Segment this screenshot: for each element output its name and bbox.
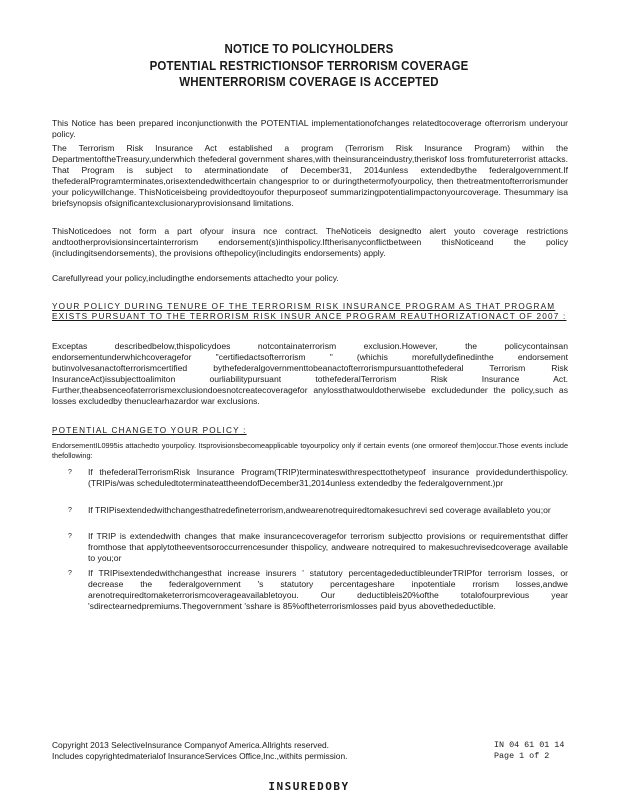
notice-subtitle-line-1: POTENTIAL RESTRICTIONSOF TERRORISM COVERAGE [149, 59, 469, 73]
bullet-marker: ? [68, 570, 72, 577]
intro-paragraph: This Notice has been prepared inconjunctionwith the POTENTIAL implementationofchanges relatedtocoverage ofterrorism underyour policy. [52, 118, 568, 139]
footer-copyright [52, 740, 347, 762]
list-item-text: If TRIP is extendedwith changes that make insurancecoveragefor terrorism subjectto provisions or requirementsthat differ fromthose that applytotheeventsoroccurrencesunder thispolicy, andweare notrequired to makesuchrevisedcoverage available to you;or [88, 531, 568, 563]
list-item [68, 531, 568, 564]
endorsement-paragraph: EndorsementIL0995is attachedto yourpolicy. Itsprovisionsbecomeapplicable toyourpolicy only if certain events (one ormoreof them)occur.Those events include thefollowing: [52, 441, 568, 460]
section-heading-potential-change-text: POTENTIAL CHANGETO YOUR POLICY : [52, 426, 247, 435]
tria-paragraph: The Terrorism Risk Insurance Act established a program (Terrorism Risk Insurance Program) within the DepartmentoftheTreasury,underwhich thefederal government shares,with theinsuranceindustry,theriskof loss fromfutureterrorist attacks. That Program is subject to aterminationdate of December31, 2014unless extendedbythe federalgovernment.If thefederalProgramterminates,orisextendedwithcertain changesprior to or duringthetermofyourpolicy, then thetreatmentofterrorismunder your policywillchange. ThisNoticeisbeing providedtoyoufor thepurposeof summarizingpotentialimpactonyourcoverage. Thesummary isa briefsynopsis ofsignificantexclusionaryprovisionsand limitations. [52, 143, 568, 208]
brand-watermark: INSUREDOBY [268, 780, 350, 793]
iso-permission-line: Includes copyrightedmaterialof InsuranceServices Office,Inc.,withits permission. [52, 751, 348, 761]
list-item [68, 568, 568, 612]
section-heading-potential-change [52, 426, 272, 436]
notice-title: NOTICE TO POLICYHOLDERS [224, 42, 394, 56]
section-heading-tenure-text: YOUR POLICY DURING TENURE OF THE TERRORISM RISK INSURANCE PROGRAM AS THAT PROGRAM EXISTS PURSUANT TO THE TERRORISM RISK INSUR ANCE PROGRAM REAUTHORIZATIONACT OF 2007 : [52, 302, 567, 321]
notice-subtitle-line-2: WHENTERRORISM COVERAGE IS ACCEPTED [179, 75, 439, 89]
footer-form-info [494, 740, 564, 762]
list-item-text: If TRIPisextendedwithchangesthatredefineterrorism,andwearenotrequiredtomakesuchrevi sed coverage availableto you;or [88, 505, 551, 515]
copyright-line: Copyright 2013 SelectiveInsurance Companyof America.Allrights reserved. [52, 740, 329, 750]
notice-scope-paragraph: ThisNoticedoes not form a part ofyour insura nce contract. TheNoticeis designedto alert youto coverage restrictions andtootherprovisionsincertainterrorism endorsement(s)inthispolicy.Iftherisanyconflictbetween thisNoticeand the policy (includingitsendorsements), the provisions ofthepolicy(includingits endorsements) apply. [52, 226, 568, 258]
list-item [68, 505, 568, 516]
list-item-text: If TRIPisextendedwithchangesthat increase insurers ' statutory percentagedeductibleunderTRIPfor terrorism losses, or decrease the federalgovernment 's statutory percentageshare inpotentiale rrorism losses,andwe arenotrequiredtomaketerrorismcoverageavailabletoyou. Our deductibleis20%ofthe totalofourprevious year 'sdirectearnedpremiums.Thegovernment 'sshare is 85%oftheterrorismlosses paid byus abovethedeductible. [88, 568, 568, 611]
form-number: IN 04 61 01 14 [494, 740, 565, 750]
bullet-marker: ? [68, 507, 72, 514]
page-number: Page 1 of 2 [494, 751, 550, 761]
exclusion-paragraph: Exceptas describedbelow,thispolicydoes notcontainaterrorism exclusion.However, the policycontainsan endorsementunderwhichcoveragefor "certifiedactsofterrorism " (whichis morefullydefinedinthe endorsement butinvolvesanactofterrorismcertified bythefederalgovernmenttobeanactofterrorismpursuanttothefederal Terrorism Risk InsuranceAct)issubjecttoalimiton ourliabilitypursuant tothefederalTerrorism Risk Insurance Act. Further,theabsenceofaterrorismexclusiondoesnotcreatecoveragefor anylossthatwouldotherwisebe excludedunder the policy,such as losses excludedby thenuclearhazardor war exclusions. [52, 341, 568, 406]
bullet-marker: ? [68, 533, 72, 540]
list-item [68, 467, 568, 489]
bullet-marker: ? [68, 469, 72, 476]
list-item-text: If thefederalTerrorismRisk Insurance Program(TRIP)terminateswithrespecttothetypeof insurance providedunderthispolicy.(TRIPis/was scheduledtoterminateattheendofDecember31,2014unless extendedby the federalgovernment.)pr [88, 467, 568, 488]
read-policy-paragraph: Carefullyread your policy,includingthe endorsements attachedto your policy. [52, 273, 339, 283]
section-heading-tenure [52, 302, 568, 321]
